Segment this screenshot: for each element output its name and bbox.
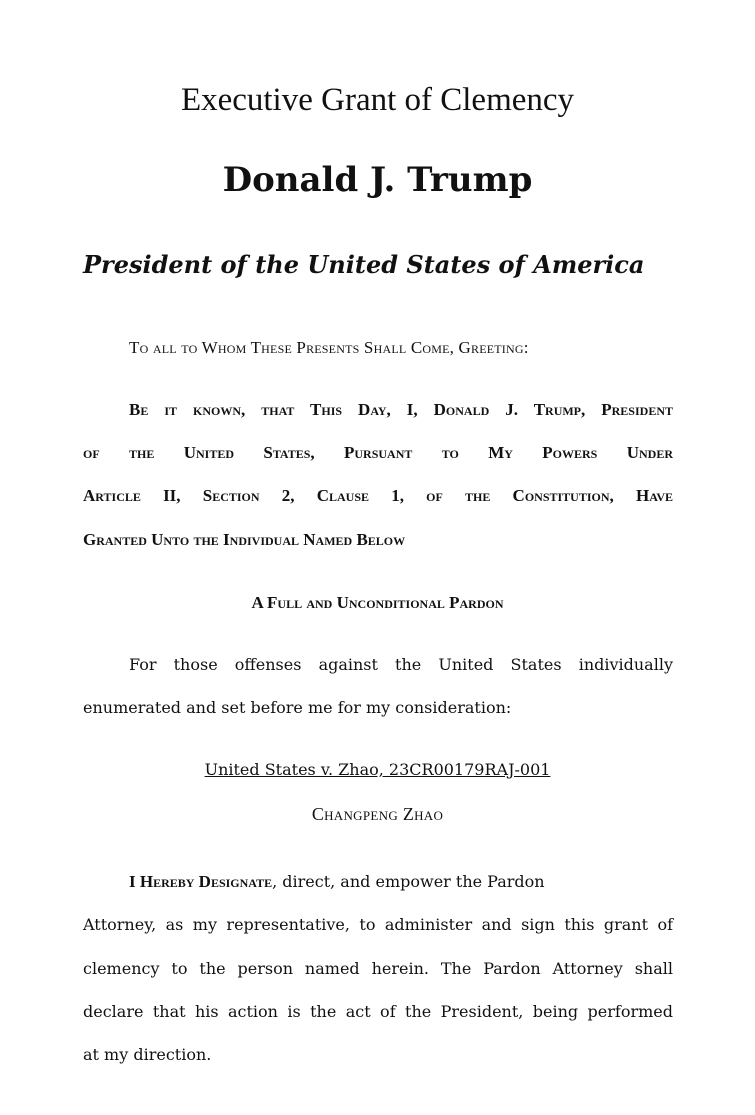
designation-line-4: declare that his action is the act of the President, being performed <box>83 1002 673 1021</box>
president-office: President of the United States of America <box>83 250 645 279</box>
pardon-type-heading: A Full and Unconditional Pardon <box>251 593 504 612</box>
designation-lead: I Hereby Designate <box>129 872 273 891</box>
offenses-line-2: enumerated and set before me for my consideration: <box>83 698 512 717</box>
pardoned-person-name: Changpeng Zhao <box>311 804 444 824</box>
proclamation-line-1: Be it known, that This Day, I, Donald J. Trump, President <box>129 400 673 419</box>
designation-line-1-rest: , direct, and empower the Pardon <box>272 872 545 891</box>
proclamation-line-4: Granted Unto the Individual Named Below <box>83 530 406 549</box>
greeting-line: To all to Whom These Presents Shall Come, Greeting: <box>129 338 529 357</box>
designation-line-1 <box>129 872 545 892</box>
case-citation: United States v. Zhao, 23CR00179RAJ-001 <box>204 760 551 779</box>
president-name: Donald J. Trump <box>222 160 533 200</box>
document-title: Executive Grant of Clemency <box>180 82 575 118</box>
designation-line-5: at my direction. <box>83 1045 212 1064</box>
designation-line-3: clemency to the person named herein. The Pardon Attorney shall <box>83 959 673 978</box>
offenses-line-1: For those offenses against the United States individually <box>129 655 673 674</box>
proclamation-line-2: of the United States, Pursuant to My Powers Under <box>83 443 673 462</box>
designation-line-2: Attorney, as my representative, to administer and sign this grant of <box>83 915 673 934</box>
proclamation-line-3: Article II, Section 2, Clause 1, of the Constitution, Have <box>83 486 673 505</box>
